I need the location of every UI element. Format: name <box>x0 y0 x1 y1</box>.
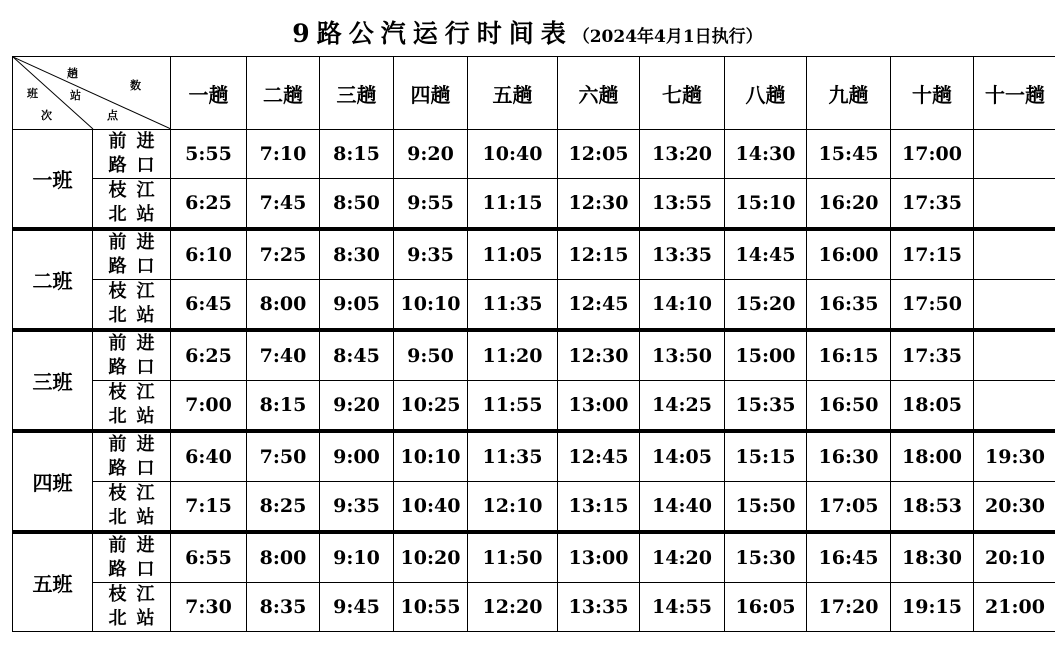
departure-time: 12:45 <box>558 280 640 331</box>
departure-time: 6:45 <box>171 280 247 331</box>
stop-qianjin-lukou <box>93 431 171 482</box>
corner-label-shift: 班 <box>27 87 38 100</box>
departure-time: 11:20 <box>468 330 558 381</box>
departure-time: 12:15 <box>558 229 640 280</box>
departure-time: 14:10 <box>640 280 725 331</box>
departure-time: 6:55 <box>171 532 247 583</box>
departure-time: 11:05 <box>468 229 558 280</box>
departure-time <box>974 280 1055 331</box>
departure-time: 20:30 <box>974 482 1055 533</box>
departure-time: 9:00 <box>320 431 394 482</box>
col-trip-5: 五趟 <box>468 57 558 130</box>
stop-zhijiang-beizhan <box>93 381 171 432</box>
departure-time: 15:15 <box>725 431 807 482</box>
departure-time: 7:10 <box>247 130 320 179</box>
stop-name-line: 前进 <box>108 333 165 354</box>
stop-name-line: 前进 <box>108 535 165 556</box>
departure-time: 17:00 <box>891 130 974 179</box>
stop-name-line: 路口 <box>108 155 165 176</box>
departure-time: 14:55 <box>640 583 725 632</box>
departure-time: 7:15 <box>171 482 247 533</box>
departure-time: 10:55 <box>394 583 468 632</box>
shift-label: 二班 <box>13 229 93 330</box>
stop-name-line: 路口 <box>108 458 165 479</box>
departure-time: 14:20 <box>640 532 725 583</box>
departure-time: 10:40 <box>394 482 468 533</box>
departure-time: 17:35 <box>891 330 974 381</box>
stop-qianjin-lukou <box>93 532 171 583</box>
departure-time: 16:20 <box>807 179 891 230</box>
col-trip-6: 六趟 <box>558 57 640 130</box>
departure-time: 13:35 <box>558 583 640 632</box>
departure-time <box>974 381 1055 432</box>
col-trip-11: 十一趟 <box>974 57 1055 130</box>
departure-time: 9:50 <box>394 330 468 381</box>
departure-time: 9:05 <box>320 280 394 331</box>
departure-time: 16:00 <box>807 229 891 280</box>
departure-time: 17:15 <box>891 229 974 280</box>
departure-time: 9:10 <box>320 532 394 583</box>
table-row <box>13 229 1055 280</box>
departure-time: 17:20 <box>807 583 891 632</box>
stop-qianjin-lukou <box>93 130 171 179</box>
departure-time: 17:05 <box>807 482 891 533</box>
departure-time: 16:50 <box>807 381 891 432</box>
departure-time: 15:35 <box>725 381 807 432</box>
departure-time: 8:25 <box>247 482 320 533</box>
stop-zhijiang-beizhan <box>93 482 171 533</box>
departure-time: 7:45 <box>247 179 320 230</box>
departure-time: 8:15 <box>247 381 320 432</box>
table-row <box>13 431 1055 482</box>
departure-time: 6:25 <box>171 330 247 381</box>
title-main: 9路公汽运行时间表 <box>292 19 573 48</box>
departure-time: 11:55 <box>468 381 558 432</box>
col-trip-7: 七趟 <box>640 57 725 130</box>
departure-time: 18:53 <box>891 482 974 533</box>
corner-label-trip: 趟 <box>67 67 78 80</box>
table-row <box>13 330 1055 381</box>
departure-time: 13:00 <box>558 381 640 432</box>
departure-time: 6:10 <box>171 229 247 280</box>
stop-name-line: 北站 <box>108 204 165 225</box>
col-trip-10: 十趟 <box>891 57 974 130</box>
departure-time: 17:50 <box>891 280 974 331</box>
departure-time: 19:15 <box>891 583 974 632</box>
departure-time: 10:10 <box>394 280 468 331</box>
stop-qianjin-lukou <box>93 330 171 381</box>
stop-name-line: 路口 <box>108 256 165 277</box>
col-trip-9: 九趟 <box>807 57 891 130</box>
table-row <box>13 179 1055 230</box>
stop-name-line: 枝江 <box>108 180 165 201</box>
departure-time: 7:30 <box>171 583 247 632</box>
departure-time: 16:15 <box>807 330 891 381</box>
departure-time: 8:15 <box>320 130 394 179</box>
departure-time: 14:05 <box>640 431 725 482</box>
departure-time: 12:45 <box>558 431 640 482</box>
corner-label-point: 点 <box>107 109 118 122</box>
stop-name-line: 枝江 <box>108 382 165 403</box>
departure-time: 12:30 <box>558 179 640 230</box>
stop-qianjin-lukou <box>93 229 171 280</box>
departure-time: 14:30 <box>725 130 807 179</box>
shift-label: 四班 <box>13 431 93 532</box>
table-row <box>13 130 1055 179</box>
stop-name-line: 前进 <box>108 131 165 152</box>
departure-time: 14:25 <box>640 381 725 432</box>
timetable-title <box>0 14 1055 50</box>
departure-time: 13:15 <box>558 482 640 533</box>
departure-time: 8:00 <box>247 280 320 331</box>
stop-zhijiang-beizhan <box>93 280 171 331</box>
departure-time: 15:50 <box>725 482 807 533</box>
table-row <box>13 381 1055 432</box>
departure-time: 16:30 <box>807 431 891 482</box>
departure-time: 9:20 <box>394 130 468 179</box>
col-trip-8: 八趟 <box>725 57 807 130</box>
departure-time <box>974 330 1055 381</box>
departure-time: 15:30 <box>725 532 807 583</box>
departure-time: 12:10 <box>468 482 558 533</box>
departure-time: 11:35 <box>468 280 558 331</box>
table-row <box>13 482 1055 533</box>
departure-time: 20:10 <box>974 532 1055 583</box>
title-date-note: （2024年4月1日执行） <box>572 27 763 47</box>
corner-label-stop: 站 <box>70 89 81 102</box>
departure-time: 19:30 <box>974 431 1055 482</box>
departure-time: 8:30 <box>320 229 394 280</box>
shift-label: 一班 <box>13 130 93 230</box>
departure-time: 12:20 <box>468 583 558 632</box>
stop-name-line: 北站 <box>108 305 165 326</box>
departure-time: 15:20 <box>725 280 807 331</box>
departure-time: 8:35 <box>247 583 320 632</box>
stop-name-line: 前进 <box>108 434 165 455</box>
departure-time <box>974 229 1055 280</box>
departure-time: 12:30 <box>558 330 640 381</box>
timetable <box>12 56 1055 632</box>
header-row <box>13 57 1055 130</box>
table-row <box>13 583 1055 632</box>
departure-time: 11:50 <box>468 532 558 583</box>
departure-time: 13:00 <box>558 532 640 583</box>
departure-time: 15:45 <box>807 130 891 179</box>
departure-time: 10:40 <box>468 130 558 179</box>
stop-name-line: 北站 <box>108 608 165 629</box>
stop-name-line: 枝江 <box>108 483 165 504</box>
corner-label-times: 次 <box>41 109 52 122</box>
departure-time: 9:35 <box>320 482 394 533</box>
departure-time: 8:45 <box>320 330 394 381</box>
departure-time: 5:55 <box>171 130 247 179</box>
departure-time: 15:00 <box>725 330 807 381</box>
departure-time: 11:15 <box>468 179 558 230</box>
stop-name-line: 枝江 <box>108 584 165 605</box>
corner-header <box>13 57 171 130</box>
departure-time: 10:20 <box>394 532 468 583</box>
col-trip-2: 二趟 <box>247 57 320 130</box>
departure-time: 6:40 <box>171 431 247 482</box>
stop-zhijiang-beizhan <box>93 583 171 632</box>
shift-label: 三班 <box>13 330 93 431</box>
departure-time: 21:00 <box>974 583 1055 632</box>
corner-label-count: 数 <box>130 79 141 92</box>
departure-time: 11:35 <box>468 431 558 482</box>
departure-time: 9:35 <box>394 229 468 280</box>
departure-time: 14:40 <box>640 482 725 533</box>
timetable-body <box>13 130 1055 632</box>
departure-time: 16:05 <box>725 583 807 632</box>
departure-time: 18:00 <box>891 431 974 482</box>
departure-time: 9:45 <box>320 583 394 632</box>
departure-time: 15:10 <box>725 179 807 230</box>
table-row <box>13 280 1055 331</box>
departure-time: 8:00 <box>247 532 320 583</box>
departure-time: 13:20 <box>640 130 725 179</box>
departure-time: 6:25 <box>171 179 247 230</box>
departure-time <box>974 179 1055 230</box>
departure-time: 18:30 <box>891 532 974 583</box>
departure-time: 12:05 <box>558 130 640 179</box>
departure-time: 16:45 <box>807 532 891 583</box>
shift-label: 五班 <box>13 532 93 632</box>
departure-time: 7:50 <box>247 431 320 482</box>
stop-name-line: 前进 <box>108 232 165 253</box>
departure-time: 7:00 <box>171 381 247 432</box>
departure-time: 7:40 <box>247 330 320 381</box>
departure-time: 9:55 <box>394 179 468 230</box>
departure-time: 9:20 <box>320 381 394 432</box>
col-trip-4: 四趟 <box>394 57 468 130</box>
stop-name-line: 北站 <box>108 406 165 427</box>
departure-time: 17:35 <box>891 179 974 230</box>
stop-name-line: 枝江 <box>108 281 165 302</box>
departure-time: 10:25 <box>394 381 468 432</box>
departure-time: 13:35 <box>640 229 725 280</box>
col-trip-1: 一趟 <box>171 57 247 130</box>
departure-time: 13:50 <box>640 330 725 381</box>
stop-name-line: 路口 <box>108 559 165 580</box>
departure-time: 8:50 <box>320 179 394 230</box>
stop-name-line: 路口 <box>108 357 165 378</box>
departure-time: 14:45 <box>725 229 807 280</box>
col-trip-3: 三趟 <box>320 57 394 130</box>
departure-time: 10:10 <box>394 431 468 482</box>
departure-time <box>974 130 1055 179</box>
departure-time: 18:05 <box>891 381 974 432</box>
departure-time: 16:35 <box>807 280 891 331</box>
stop-name-line: 北站 <box>108 507 165 528</box>
departure-time: 7:25 <box>247 229 320 280</box>
stop-zhijiang-beizhan <box>93 179 171 230</box>
departure-time: 13:55 <box>640 179 725 230</box>
table-row <box>13 532 1055 583</box>
